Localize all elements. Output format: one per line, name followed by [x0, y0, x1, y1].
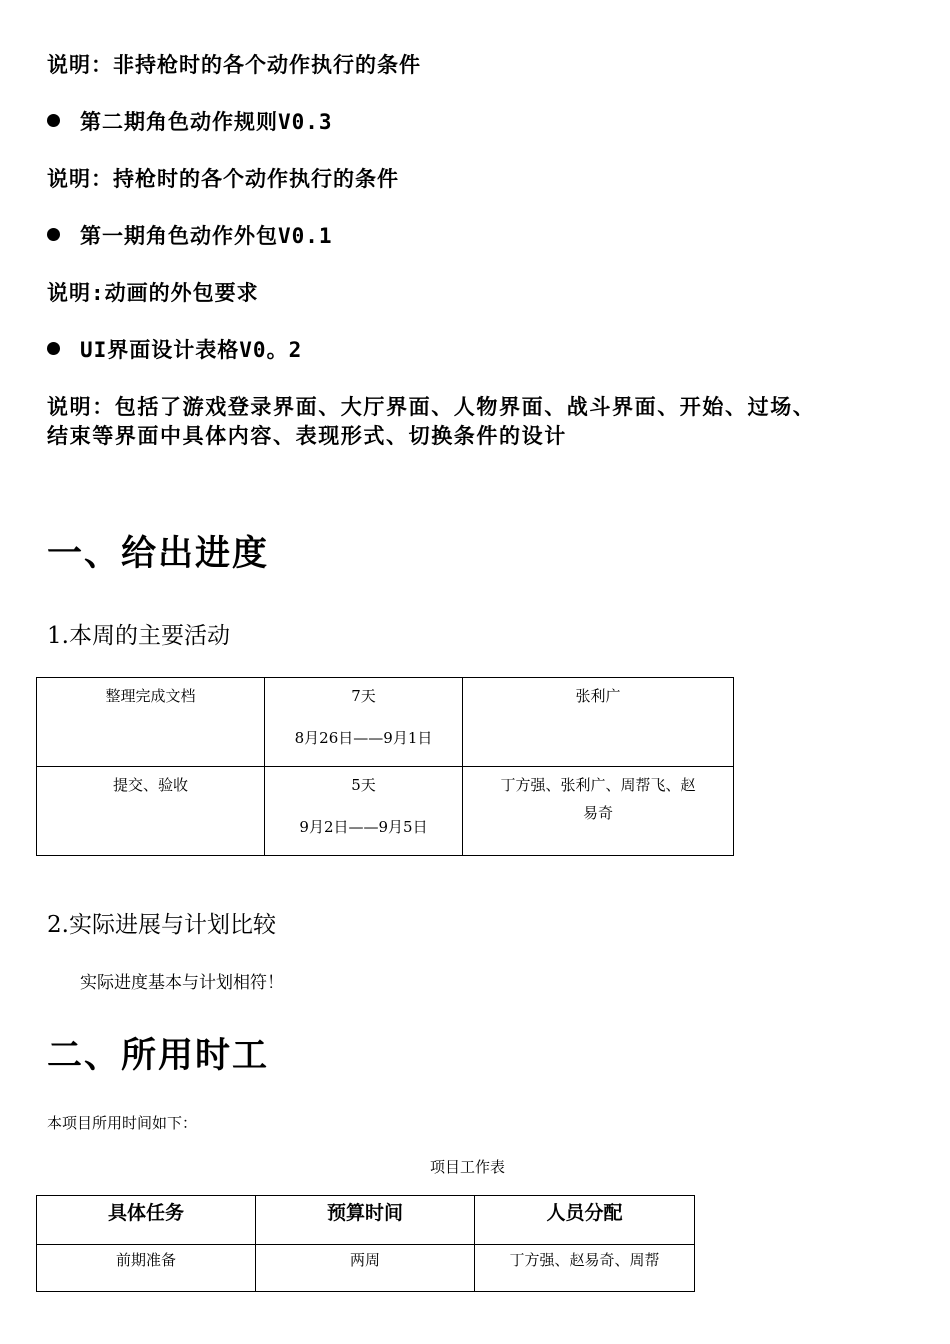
table-row: [37, 1245, 695, 1292]
table-cell: 提交、验收: [37, 767, 265, 856]
people-text: 易奇: [582, 804, 613, 822]
table-cell: 两周: [256, 1245, 475, 1292]
date-range-text: 9月2日——9月5日: [299, 818, 428, 836]
bullet-text: 第二期角色动作规则V0.3: [80, 110, 333, 134]
table-header-row: [37, 1196, 695, 1245]
subsection-heading: 2.实际进展与计划比较: [47, 912, 276, 938]
table-cell: 整理完成文档: [37, 678, 265, 767]
section-heading: 一、给出进度: [47, 533, 270, 574]
table-cell: 丁方强、赵易奇、周帮: [475, 1245, 695, 1292]
bullet-item: [47, 220, 333, 250]
duration-text: 5天: [351, 776, 376, 794]
table-cell: [463, 767, 734, 856]
column-header: 人员分配: [475, 1196, 695, 1245]
table-cell: 张利广: [463, 678, 734, 767]
description-line: 结束等界面中具体内容、表现形式、切换条件的设计: [47, 424, 567, 448]
column-header: 具体任务: [37, 1196, 256, 1245]
bullet-item: [47, 334, 302, 364]
table-row: [37, 678, 734, 767]
progress-text: 实际进度基本与计划相符！: [80, 973, 284, 993]
description-line: 说明:动画的外包要求: [47, 281, 259, 305]
column-header: 预算时间: [256, 1196, 475, 1245]
people-text: 丁方强、张利广、周帮飞、赵: [500, 776, 696, 794]
table-row: [37, 767, 734, 856]
bullet-icon: [47, 228, 60, 241]
bullet-icon: [47, 114, 60, 127]
work-table: [36, 1195, 695, 1292]
table-cell: [265, 678, 463, 767]
bullet-text: 第一期角色动作外包V0.1: [80, 224, 333, 248]
duration-text: 7天: [351, 687, 376, 705]
section-heading: 二、所用时工: [47, 1035, 270, 1076]
table-cell: 前期准备: [37, 1245, 256, 1292]
bullet-icon: [47, 342, 60, 355]
table-title: 项目工作表: [430, 1158, 506, 1176]
description-line: 说明：包括了游戏登录界面、大厅界面、人物界面、战斗界面、开始、过场、: [47, 395, 816, 419]
bullet-item: [47, 106, 333, 136]
date-range-text: 8月26日——9月1日: [294, 729, 433, 747]
subsection-heading: 1.本周的主要活动: [47, 623, 230, 649]
description-line: 说明：持枪时的各个动作执行的条件: [47, 167, 399, 191]
activity-table: [36, 677, 734, 856]
bullet-text: UI界面设计表格V0。2: [80, 338, 303, 362]
table-cell: [265, 767, 463, 856]
description-line: 说明：非持枪时的各个动作执行的条件: [47, 53, 421, 77]
intro-text: 本项目所用时间如下：: [47, 1114, 198, 1132]
